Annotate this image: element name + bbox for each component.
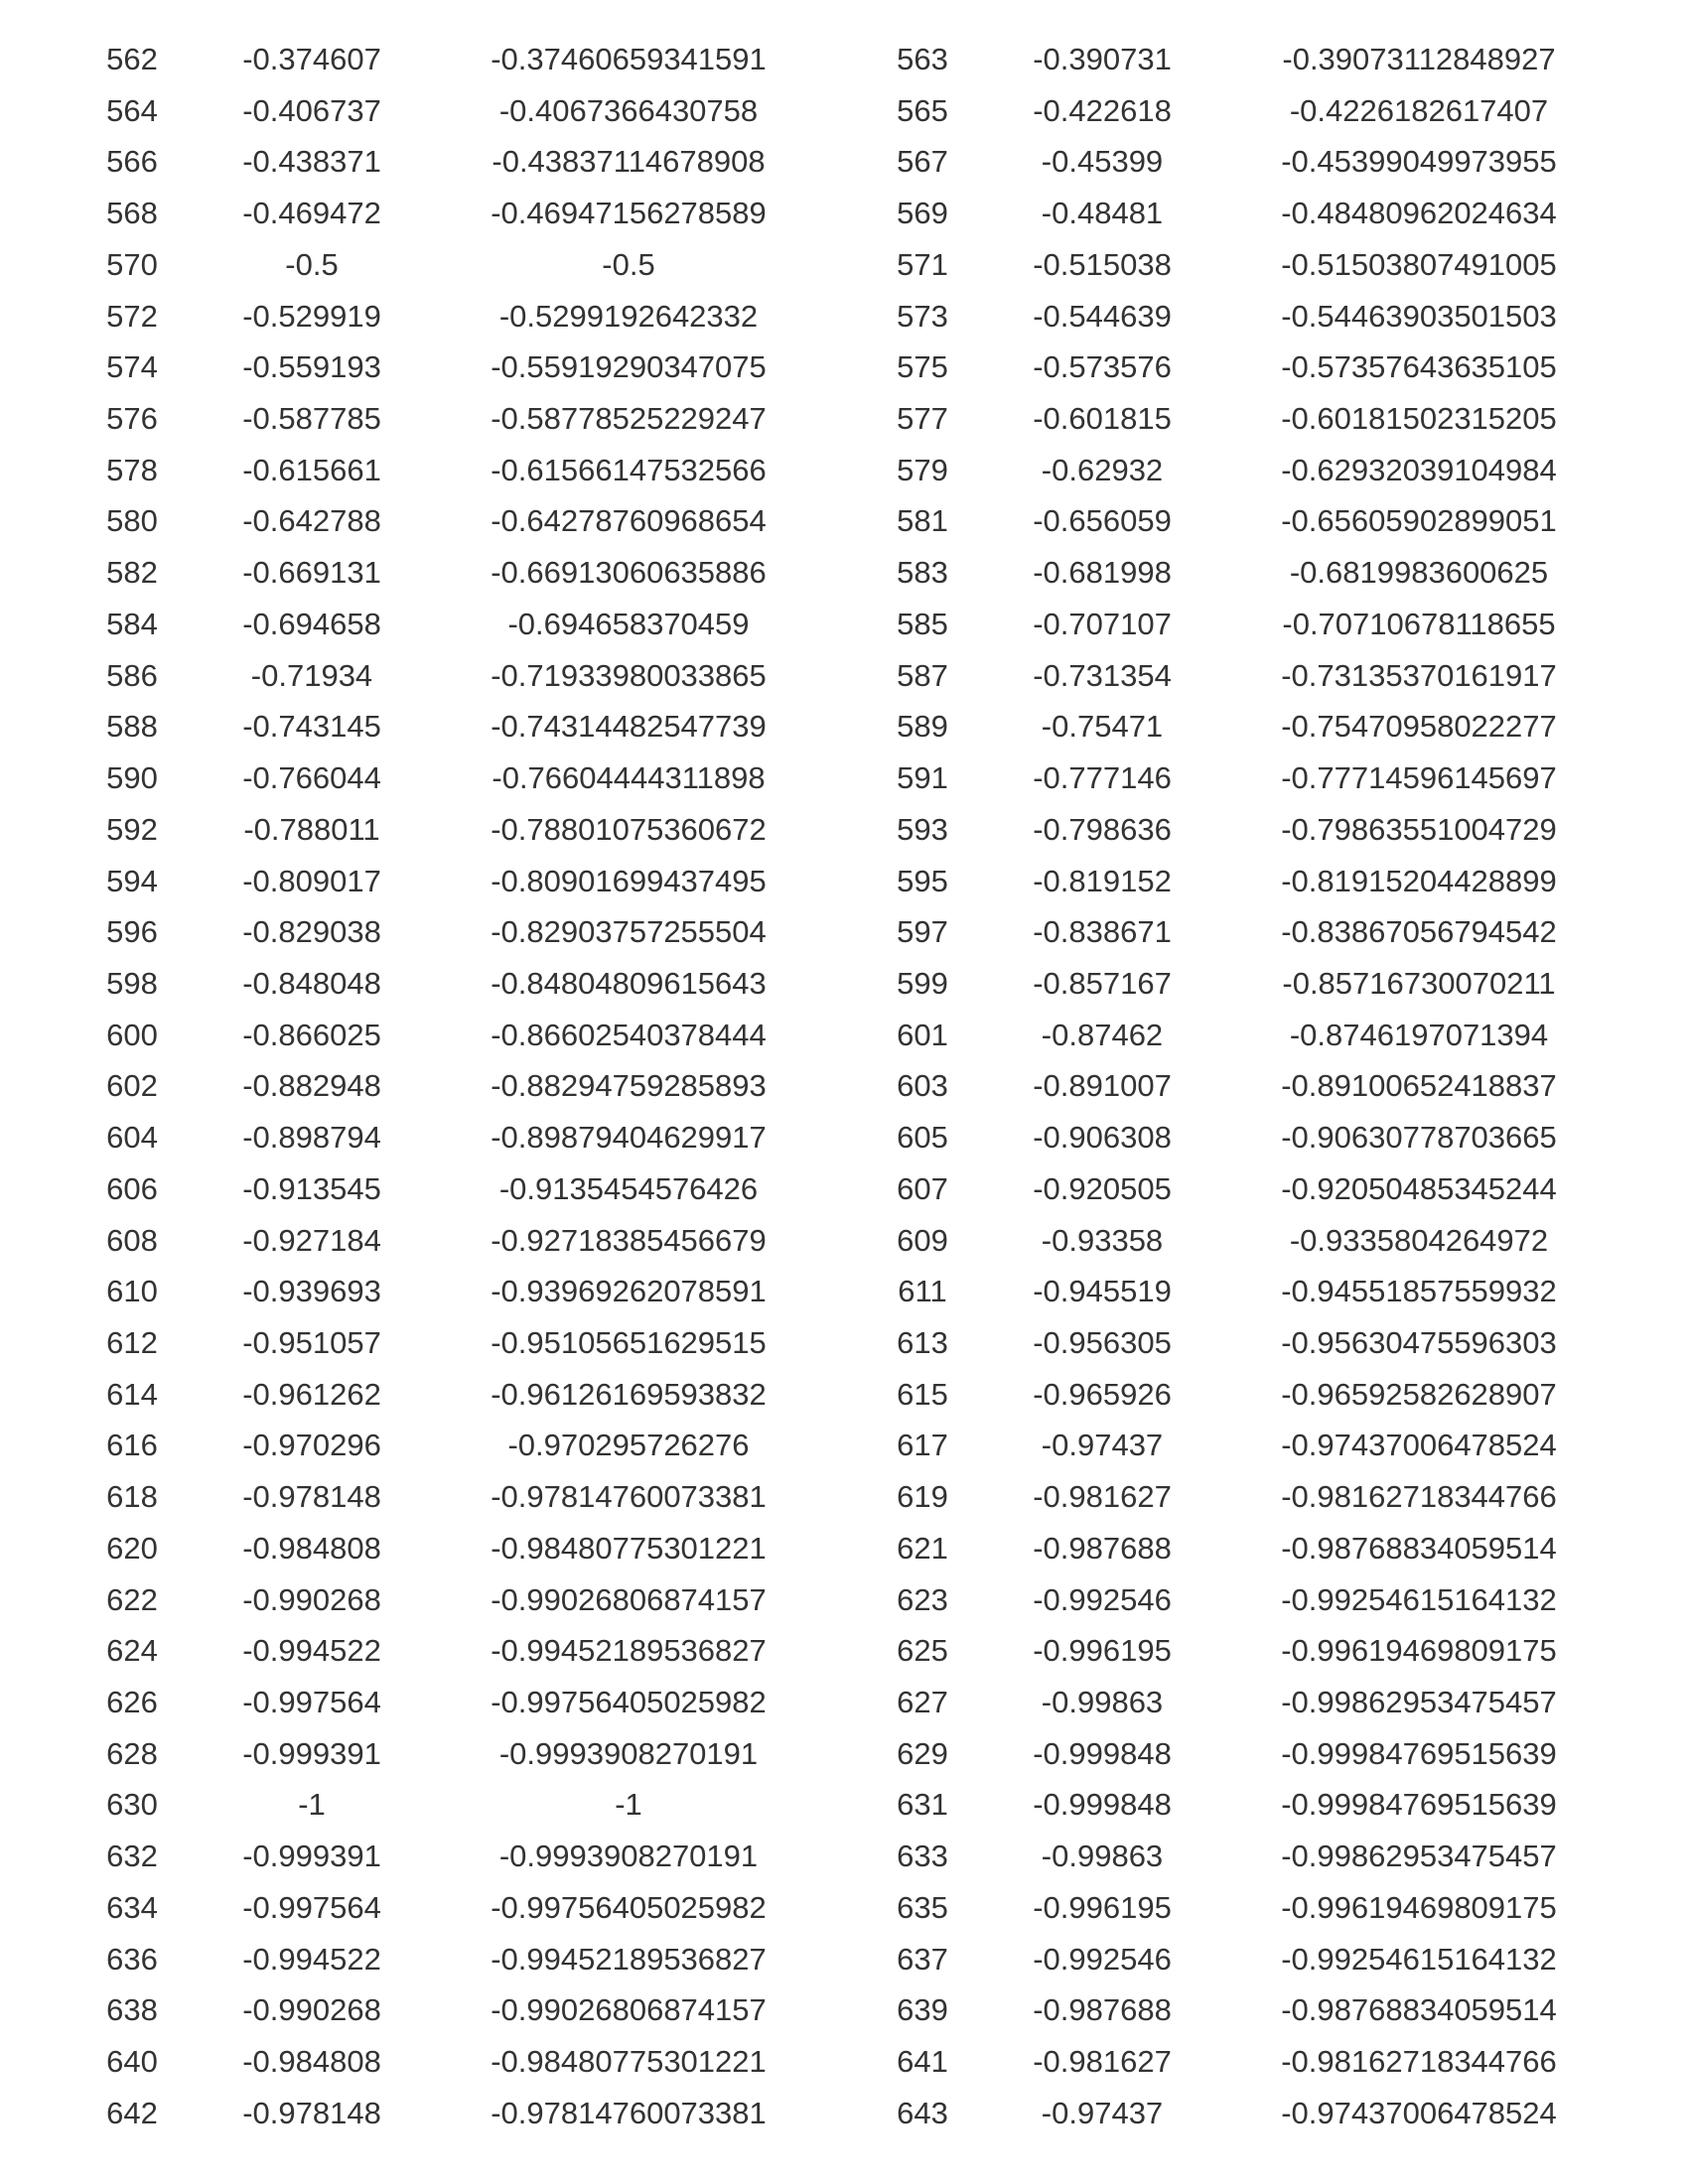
value-rounded-cell: -0.999848 bbox=[1033, 1735, 1172, 1771]
value-full-cell: -0.51503807491005 bbox=[1281, 246, 1557, 282]
row-index-cell: 639 bbox=[897, 1992, 948, 2028]
value-full-cell: -0.99984769515639 bbox=[1281, 1735, 1557, 1771]
value-rounded-cell: -0.978148 bbox=[242, 1479, 381, 1515]
value-rounded-cell: -0.996195 bbox=[1033, 1889, 1172, 1925]
row-index-cell: 612 bbox=[106, 1324, 158, 1360]
row-index-cell: 631 bbox=[897, 1787, 948, 1823]
group-spacer bbox=[838, 1831, 850, 1882]
value-rounded-cell: -0.87462 bbox=[1041, 1017, 1164, 1052]
row-index-cell: 594 bbox=[106, 863, 158, 898]
value-rounded-cell: -0.819152 bbox=[1033, 863, 1172, 898]
value-full-cell: -0.6819983600625 bbox=[1289, 555, 1549, 591]
row-index-cell: 617 bbox=[897, 1428, 948, 1463]
value-full-cell: -0.99756405025982 bbox=[491, 1889, 767, 1925]
value-rounded-cell: -0.798636 bbox=[1033, 811, 1172, 847]
row-index-cell: 599 bbox=[897, 965, 948, 1001]
value-full-cell: -0.66913060635886 bbox=[491, 555, 767, 591]
value-full-cell: -0.99984769515639 bbox=[1281, 1787, 1557, 1823]
value-rounded-cell: -0.777146 bbox=[1033, 760, 1172, 796]
value-rounded-cell: -0.75471 bbox=[1041, 709, 1164, 745]
value-rounded-cell: -0.906308 bbox=[1033, 1120, 1172, 1156]
value-full-cell: -0.89879404629917 bbox=[491, 1120, 767, 1156]
row-index-cell: 583 bbox=[897, 555, 948, 591]
value-rounded-cell: -0.951057 bbox=[242, 1324, 381, 1360]
row-index-cell: 571 bbox=[897, 246, 948, 282]
value-rounded-cell: -0.809017 bbox=[242, 863, 381, 898]
value-rounded-cell: -0.992546 bbox=[1033, 1581, 1172, 1617]
value-rounded-cell: -0.999391 bbox=[242, 1735, 381, 1771]
row-index-cell: 601 bbox=[897, 1017, 948, 1052]
value-full-cell: -0.83867056794542 bbox=[1281, 914, 1557, 950]
value-full-cell: -0.5 bbox=[602, 246, 655, 282]
value-full-cell: -0.96126169593832 bbox=[491, 1376, 767, 1412]
group-spacer bbox=[838, 85, 850, 137]
row-index-cell: 578 bbox=[106, 452, 158, 487]
value-full-cell: -0.37460659341591 bbox=[491, 42, 767, 76]
row-index-cell: 641 bbox=[897, 2044, 948, 2080]
row-index-cell: 566 bbox=[106, 144, 158, 180]
value-rounded-cell: -0.990268 bbox=[242, 1581, 381, 1617]
value-full-cell: -0.99452189536827 bbox=[491, 1941, 767, 1977]
value-full-cell: -0.45399049973955 bbox=[1281, 144, 1557, 180]
value-rounded-cell: -0.987688 bbox=[1033, 1992, 1172, 2028]
value-rounded-cell: -0.99863 bbox=[1041, 1685, 1164, 1719]
value-rounded-cell: -0.97437 bbox=[1041, 1428, 1164, 1463]
row-index-cell: 627 bbox=[897, 1685, 948, 1719]
value-rounded-cell: -0.515038 bbox=[1033, 246, 1172, 282]
value-full-cell: -0.99756405025982 bbox=[491, 1685, 767, 1719]
group-spacer bbox=[838, 393, 850, 445]
row-index-cell: 621 bbox=[897, 1530, 948, 1566]
value-rounded-cell: -0.469472 bbox=[242, 196, 381, 231]
value-full-cell: -0.64278760968654 bbox=[491, 503, 767, 539]
value-full-cell: -0.58778525229247 bbox=[491, 401, 767, 437]
value-full-cell: -0.8746197071394 bbox=[1289, 1017, 1549, 1052]
group-spacer bbox=[838, 1317, 850, 1369]
value-full-cell: -0.97437006478524 bbox=[1281, 1428, 1557, 1463]
value-rounded-cell: -0.945519 bbox=[1033, 1274, 1172, 1309]
row-index-cell: 630 bbox=[106, 1787, 158, 1823]
value-rounded-cell: -0.694658 bbox=[242, 606, 381, 641]
row-index-cell: 581 bbox=[897, 503, 948, 539]
row-index-cell: 584 bbox=[106, 606, 158, 641]
value-rounded-cell: -0.994522 bbox=[242, 1941, 381, 1977]
value-rounded-cell: -0.857167 bbox=[1033, 965, 1172, 1001]
value-rounded-cell: -0.981627 bbox=[1033, 2044, 1172, 2080]
row-index-cell: 580 bbox=[106, 503, 158, 539]
group-spacer bbox=[838, 1471, 850, 1523]
value-rounded-cell: -0.406737 bbox=[242, 92, 381, 128]
row-index-cell: 588 bbox=[106, 709, 158, 745]
value-full-cell: -0.70710678118655 bbox=[1282, 606, 1556, 641]
row-index-cell: 568 bbox=[106, 196, 158, 231]
value-rounded-cell: -0.848048 bbox=[242, 965, 381, 1001]
value-full-cell: -0.75470958022277 bbox=[1281, 709, 1557, 745]
value-full-cell: -0.98768834059514 bbox=[1281, 1992, 1557, 2028]
group-spacer bbox=[838, 856, 850, 907]
value-full-cell: -0.54463903501503 bbox=[1281, 298, 1557, 334]
value-rounded-cell: -0.5 bbox=[285, 246, 339, 282]
value-full-cell: -0.81915204428899 bbox=[1281, 863, 1557, 898]
row-index-cell: 624 bbox=[106, 1633, 158, 1669]
row-index-cell: 591 bbox=[897, 760, 948, 796]
row-index-cell: 623 bbox=[897, 1581, 948, 1617]
value-rounded-cell: -0.390731 bbox=[1033, 42, 1172, 76]
group-spacer bbox=[838, 1523, 850, 1574]
value-full-cell: -0.99026806874157 bbox=[491, 1992, 767, 2028]
row-index-cell: 616 bbox=[106, 1428, 158, 1463]
row-index-cell: 604 bbox=[106, 1120, 158, 1156]
value-full-cell: -0.99452189536827 bbox=[491, 1633, 767, 1669]
group-spacer bbox=[838, 1010, 850, 1061]
value-full-cell: -0.99862953475457 bbox=[1281, 1839, 1557, 1874]
value-full-cell: -0.694658370459 bbox=[507, 606, 750, 641]
value-rounded-cell: -0.601815 bbox=[1033, 401, 1172, 437]
value-full-cell: -0.99619469809175 bbox=[1281, 1889, 1557, 1925]
group-spacer bbox=[838, 188, 850, 239]
value-full-cell: -0.90630778703665 bbox=[1281, 1120, 1557, 1156]
row-index-cell: 595 bbox=[897, 863, 948, 898]
value-full-cell: -0.74314482547739 bbox=[491, 709, 767, 745]
row-index-cell: 579 bbox=[897, 452, 948, 487]
value-full-cell: -0.4226182617407 bbox=[1289, 92, 1549, 128]
row-index-cell: 638 bbox=[106, 1992, 158, 2028]
group-spacer bbox=[838, 239, 850, 291]
row-index-cell: 632 bbox=[106, 1839, 158, 1874]
group-spacer bbox=[838, 1934, 850, 1985]
value-rounded-cell: -0.984808 bbox=[242, 1530, 381, 1566]
value-rounded-cell: -0.882948 bbox=[242, 1068, 381, 1104]
value-full-cell: -0.9993908270191 bbox=[498, 1839, 759, 1874]
value-rounded-cell: -0.615661 bbox=[242, 452, 381, 487]
value-full-cell: -0.79863551004729 bbox=[1281, 811, 1557, 847]
value-rounded-cell: -0.71934 bbox=[250, 657, 373, 693]
value-rounded-cell: -0.62932 bbox=[1041, 452, 1164, 487]
row-index-cell: 603 bbox=[897, 1068, 948, 1104]
value-full-cell: -0.43837114678908 bbox=[492, 144, 766, 180]
value-rounded-cell: -0.920505 bbox=[1033, 1170, 1172, 1206]
value-rounded-cell: -0.891007 bbox=[1033, 1068, 1172, 1104]
row-index-cell: 620 bbox=[106, 1530, 158, 1566]
row-index-cell: 606 bbox=[106, 1170, 158, 1206]
row-index-cell: 576 bbox=[106, 401, 158, 437]
row-index-cell: 565 bbox=[897, 92, 948, 128]
value-rounded-cell: -0.999848 bbox=[1033, 1787, 1172, 1823]
value-rounded-cell: -0.529919 bbox=[242, 298, 381, 334]
row-index-cell: 611 bbox=[898, 1274, 947, 1309]
group-spacer bbox=[838, 445, 850, 496]
group-spacer bbox=[838, 599, 850, 650]
value-rounded-cell: -0.997564 bbox=[242, 1685, 381, 1719]
group-spacer bbox=[838, 34, 850, 85]
row-index-cell: 622 bbox=[106, 1581, 158, 1617]
row-index-cell: 642 bbox=[106, 2095, 158, 2130]
value-full-cell: -0.39073112848927 bbox=[1282, 42, 1556, 76]
group-spacer bbox=[838, 547, 850, 599]
value-full-cell: -0.48480962024634 bbox=[1281, 196, 1557, 231]
row-index-cell: 628 bbox=[106, 1735, 158, 1771]
group-spacer bbox=[838, 804, 850, 856]
value-full-cell: -0.97814760073381 bbox=[491, 1479, 767, 1515]
value-full-cell: -0.98480775301221 bbox=[491, 1530, 767, 1566]
value-full-cell: -0.62932039104984 bbox=[1281, 452, 1557, 487]
value-full-cell: -0.77714596145697 bbox=[1281, 760, 1557, 796]
group-spacer bbox=[838, 701, 850, 752]
row-index-cell: 586 bbox=[106, 657, 158, 693]
group-spacer bbox=[838, 1060, 850, 1112]
row-index-cell: 598 bbox=[106, 965, 158, 1001]
group-spacer bbox=[838, 1779, 850, 1831]
row-index-cell: 573 bbox=[897, 298, 948, 334]
value-full-cell: -0.99862953475457 bbox=[1281, 1685, 1557, 1719]
value-rounded-cell: -0.587785 bbox=[242, 401, 381, 437]
value-rounded-cell: -0.992546 bbox=[1033, 1941, 1172, 1977]
value-full-cell: -0.98162718344766 bbox=[1281, 1479, 1557, 1515]
value-rounded-cell: -0.642788 bbox=[242, 503, 381, 539]
value-full-cell: -0.9135454576426 bbox=[498, 1170, 759, 1206]
value-rounded-cell: -0.939693 bbox=[242, 1274, 381, 1309]
row-index-cell: 633 bbox=[897, 1839, 948, 1874]
row-index-cell: 605 bbox=[897, 1120, 948, 1156]
row-index-cell: 609 bbox=[897, 1222, 948, 1258]
row-index-cell: 589 bbox=[897, 709, 948, 745]
value-full-cell: -0.99254615164132 bbox=[1281, 1581, 1557, 1617]
row-index-cell: 563 bbox=[897, 42, 948, 76]
value-full-cell: -1 bbox=[615, 1787, 642, 1823]
value-full-cell: -0.93969262078591 bbox=[491, 1274, 767, 1309]
value-rounded-cell: -0.994522 bbox=[242, 1633, 381, 1669]
row-index-cell: 596 bbox=[106, 914, 158, 950]
row-index-cell: 635 bbox=[897, 1889, 948, 1925]
value-rounded-cell: -0.996195 bbox=[1033, 1633, 1172, 1669]
value-full-cell: -0.96592582628907 bbox=[1281, 1376, 1557, 1412]
value-rounded-cell: -0.984808 bbox=[242, 2044, 381, 2080]
group-spacer bbox=[838, 2088, 850, 2139]
value-rounded-cell: -0.681998 bbox=[1033, 555, 1172, 591]
group-spacer bbox=[838, 1574, 850, 1626]
row-index-cell: 587 bbox=[897, 657, 948, 693]
value-full-cell: -0.97814760073381 bbox=[491, 2095, 767, 2130]
value-full-cell: -0.92050485345244 bbox=[1281, 1170, 1557, 1206]
row-index-cell: 562 bbox=[106, 42, 158, 76]
row-index-cell: 600 bbox=[106, 1017, 158, 1052]
value-rounded-cell: -0.743145 bbox=[242, 709, 381, 745]
value-full-cell: -0.9335804264972 bbox=[1289, 1222, 1549, 1258]
row-index-cell: 637 bbox=[897, 1941, 948, 1977]
row-index-cell: 590 bbox=[106, 760, 158, 796]
value-rounded-cell: -0.669131 bbox=[242, 555, 381, 591]
value-rounded-cell: -0.559193 bbox=[242, 349, 381, 385]
row-index-cell: 602 bbox=[106, 1068, 158, 1104]
value-rounded-cell: -0.707107 bbox=[1033, 606, 1172, 641]
value-full-cell: -0.970295726276 bbox=[507, 1428, 750, 1463]
group-spacer bbox=[838, 136, 850, 188]
value-full-cell: -0.78801075360672 bbox=[491, 811, 767, 847]
value-rounded-cell: -0.829038 bbox=[242, 914, 381, 950]
row-index-cell: 610 bbox=[106, 1274, 158, 1309]
value-full-cell: -0.57357643635105 bbox=[1281, 349, 1557, 385]
group-spacer bbox=[838, 1728, 850, 1780]
value-full-cell: -0.99619469809175 bbox=[1281, 1633, 1557, 1669]
value-full-cell: -0.60181502315205 bbox=[1281, 401, 1557, 437]
value-full-cell: -0.97437006478524 bbox=[1281, 2095, 1557, 2130]
row-index-cell: 618 bbox=[106, 1479, 158, 1515]
value-full-cell: -0.88294759285893 bbox=[491, 1068, 767, 1104]
row-index-cell: 643 bbox=[897, 2095, 948, 2130]
value-full-cell: -0.95630475596303 bbox=[1281, 1324, 1557, 1360]
row-index-cell: 613 bbox=[897, 1324, 948, 1360]
row-index-cell: 585 bbox=[897, 606, 948, 641]
value-full-cell: -0.46947156278589 bbox=[491, 196, 767, 231]
group-spacer bbox=[838, 2036, 850, 2088]
group-spacer bbox=[838, 341, 850, 393]
group-spacer bbox=[838, 1882, 850, 1934]
row-index-cell: 575 bbox=[897, 349, 948, 385]
value-rounded-cell: -0.961262 bbox=[242, 1376, 381, 1412]
group-spacer bbox=[838, 495, 850, 547]
row-index-cell: 625 bbox=[897, 1633, 948, 1669]
row-index-cell: 615 bbox=[897, 1376, 948, 1412]
row-index-cell: 570 bbox=[106, 246, 158, 282]
row-index-cell: 636 bbox=[106, 1941, 158, 1977]
value-rounded-cell: -0.438371 bbox=[242, 144, 381, 180]
row-index-cell: 569 bbox=[897, 196, 948, 231]
value-full-cell: -0.85716730070211 bbox=[1282, 965, 1556, 1001]
value-full-cell: -0.99026806874157 bbox=[491, 1581, 767, 1617]
value-full-cell: -0.86602540378444 bbox=[491, 1017, 767, 1052]
row-index-cell: 640 bbox=[106, 2044, 158, 2080]
value-full-cell: -0.99254615164132 bbox=[1281, 1941, 1557, 1977]
value-rounded-cell: -0.422618 bbox=[1033, 92, 1172, 128]
row-index-cell: 626 bbox=[106, 1685, 158, 1719]
value-rounded-cell: -0.987688 bbox=[1033, 1530, 1172, 1566]
value-rounded-cell: -0.927184 bbox=[242, 1222, 381, 1258]
row-index-cell: 564 bbox=[106, 92, 158, 128]
row-index-cell: 572 bbox=[106, 298, 158, 334]
value-rounded-cell: -0.999391 bbox=[242, 1839, 381, 1874]
value-rounded-cell: -0.48481 bbox=[1041, 196, 1164, 231]
value-full-cell: -0.89100652418837 bbox=[1281, 1068, 1557, 1104]
value-full-cell: -0.98480775301221 bbox=[491, 2044, 767, 2080]
row-index-cell: 619 bbox=[897, 1479, 948, 1515]
value-full-cell: -0.9993908270191 bbox=[498, 1735, 759, 1771]
value-full-cell: -0.73135370161917 bbox=[1281, 657, 1557, 693]
numeric-table bbox=[60, 34, 1628, 2138]
group-spacer bbox=[838, 1625, 850, 1677]
value-rounded-cell: -0.838671 bbox=[1033, 914, 1172, 950]
group-spacer bbox=[838, 1677, 850, 1728]
value-rounded-cell: -0.544639 bbox=[1033, 298, 1172, 334]
value-full-cell: -0.84804809615643 bbox=[491, 965, 767, 1001]
value-full-cell: -0.71933980033865 bbox=[491, 657, 767, 693]
row-index-cell: 593 bbox=[897, 811, 948, 847]
group-spacer bbox=[838, 291, 850, 342]
row-index-cell: 614 bbox=[106, 1376, 158, 1412]
value-full-cell: -0.65605902899051 bbox=[1281, 503, 1557, 539]
value-rounded-cell: -0.374607 bbox=[242, 42, 381, 76]
group-spacer bbox=[838, 1369, 850, 1421]
value-rounded-cell: -0.965926 bbox=[1033, 1376, 1172, 1412]
row-index-cell: 607 bbox=[897, 1170, 948, 1206]
group-spacer bbox=[838, 1420, 850, 1471]
value-rounded-cell: -0.656059 bbox=[1033, 503, 1172, 539]
group-spacer bbox=[838, 752, 850, 804]
value-full-cell: -0.82903757255504 bbox=[491, 914, 767, 950]
row-index-cell: 629 bbox=[897, 1735, 948, 1771]
group-spacer bbox=[838, 1163, 850, 1215]
value-rounded-cell: -0.45399 bbox=[1041, 144, 1164, 180]
value-rounded-cell: -0.913545 bbox=[242, 1170, 381, 1206]
value-full-cell: -0.76604444311898 bbox=[492, 760, 766, 796]
group-spacer bbox=[838, 1984, 850, 2036]
row-index-cell: 597 bbox=[897, 914, 948, 950]
group-spacer bbox=[838, 1215, 850, 1267]
value-rounded-cell: -0.981627 bbox=[1033, 1479, 1172, 1515]
value-full-cell: -0.98768834059514 bbox=[1281, 1530, 1557, 1566]
value-rounded-cell: -0.956305 bbox=[1033, 1324, 1172, 1360]
value-full-cell: -0.94551857559932 bbox=[1281, 1274, 1557, 1309]
value-rounded-cell: -0.978148 bbox=[242, 2095, 381, 2130]
value-full-cell: -0.80901699437495 bbox=[491, 863, 767, 898]
value-rounded-cell: -0.97437 bbox=[1041, 2095, 1164, 2130]
value-rounded-cell: -0.573576 bbox=[1033, 349, 1172, 385]
value-rounded-cell: -0.731354 bbox=[1033, 657, 1172, 693]
row-index-cell: 574 bbox=[106, 349, 158, 385]
group-spacer bbox=[838, 1112, 850, 1163]
row-index-cell: 634 bbox=[106, 1889, 158, 1925]
row-index-cell: 577 bbox=[897, 401, 948, 437]
group-spacer bbox=[838, 650, 850, 702]
group-spacer bbox=[838, 1266, 850, 1317]
row-index-cell: 582 bbox=[106, 555, 158, 591]
value-rounded-cell: -0.93358 bbox=[1041, 1222, 1164, 1258]
row-index-cell: 592 bbox=[106, 811, 158, 847]
value-full-cell: -0.61566147532566 bbox=[491, 452, 767, 487]
value-rounded-cell: -0.898794 bbox=[242, 1120, 381, 1156]
row-index-cell: 567 bbox=[897, 144, 948, 180]
value-rounded-cell: -0.788011 bbox=[243, 811, 380, 847]
group-spacer bbox=[838, 958, 850, 1010]
group-spacer bbox=[838, 906, 850, 958]
value-full-cell: -0.5299192642332 bbox=[498, 298, 759, 334]
value-full-cell: -0.98162718344766 bbox=[1281, 2044, 1557, 2080]
value-full-cell: -0.4067366430758 bbox=[498, 92, 759, 128]
value-rounded-cell: -0.766044 bbox=[242, 760, 381, 796]
value-rounded-cell: -0.997564 bbox=[242, 1889, 381, 1925]
value-rounded-cell: -0.866025 bbox=[242, 1017, 381, 1052]
value-full-cell: -0.92718385456679 bbox=[491, 1222, 767, 1258]
row-index-cell: 608 bbox=[106, 1222, 158, 1258]
value-rounded-cell: -1 bbox=[298, 1787, 326, 1823]
value-full-cell: -0.55919290347075 bbox=[491, 349, 767, 385]
value-full-cell: -0.95105651629515 bbox=[491, 1324, 767, 1360]
value-rounded-cell: -0.990268 bbox=[242, 1992, 381, 2028]
value-rounded-cell: -0.970296 bbox=[242, 1428, 381, 1463]
value-rounded-cell: -0.99863 bbox=[1041, 1839, 1164, 1874]
